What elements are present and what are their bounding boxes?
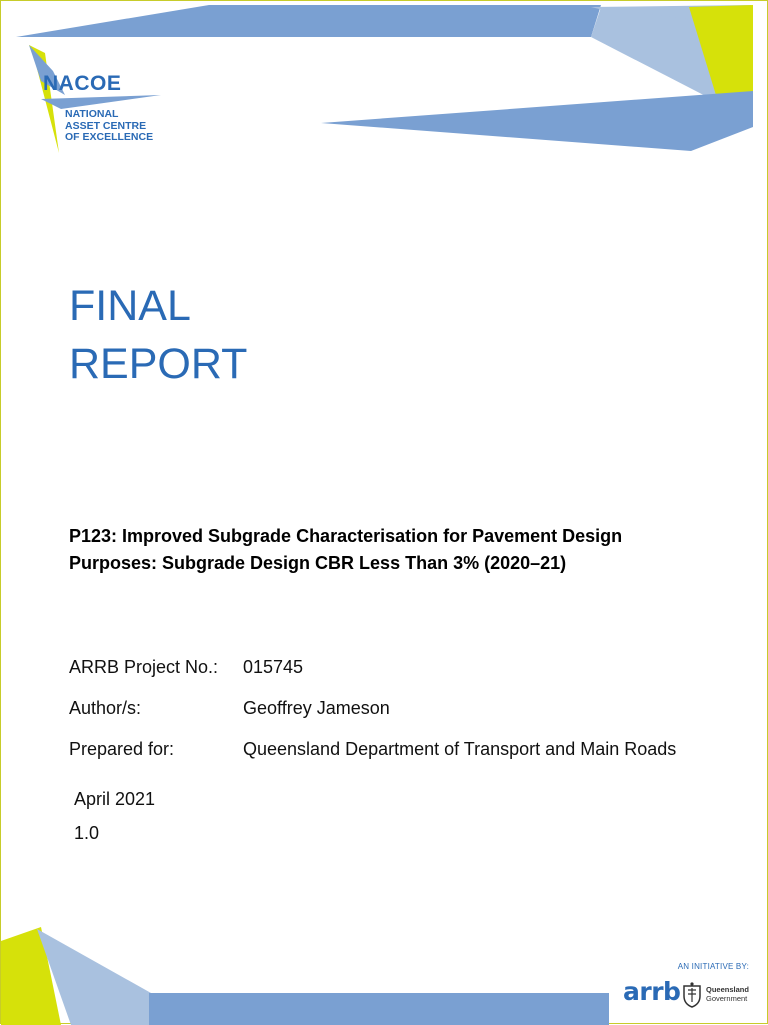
report-subtitle-line: Purposes: Subgrade Design CBR Less Than 3% (2020–21) <box>69 553 567 573</box>
report-title-line: REPORT <box>69 340 248 388</box>
arrb-logo: arrb <box>623 977 681 1006</box>
report-title-line: FINAL <box>69 282 191 330</box>
qld-line: Government <box>706 994 748 1003</box>
logo-subtitle-line: NATIONAL <box>65 108 119 120</box>
meta-label: Prepared for: <box>69 739 175 759</box>
logo-subtitle <box>65 109 165 144</box>
logo-subtitle-line: OF EXCELLENCE <box>65 131 154 143</box>
queensland-crest-icon <box>680 982 704 1008</box>
qld-line: Queensland <box>706 985 749 994</box>
meta-label: ARRB Project No.: <box>69 657 219 677</box>
logo-name: NACOE <box>43 72 122 95</box>
report-subtitle <box>69 523 749 577</box>
meta-value: Geoffrey Jameson <box>243 698 390 718</box>
report-date: April 2021 <box>74 789 156 809</box>
meta-value: 015745 <box>243 657 304 677</box>
meta-value: Queensland Department of Transport and Main Roads <box>243 739 677 759</box>
queensland-government-logo <box>706 985 749 1003</box>
report-subtitle-line: P123: Improved Subgrade Characterisation for Pavement Design <box>69 526 623 546</box>
initiative-label: AN INITIATIVE BY: <box>677 962 749 971</box>
report-version: 1.0 <box>74 823 100 843</box>
meta-label: Author/s: <box>69 698 142 718</box>
report-title <box>69 277 247 393</box>
logo-subtitle-line: ASSET CENTRE <box>65 119 147 132</box>
bottom-banner-decoration <box>1 921 768 1025</box>
